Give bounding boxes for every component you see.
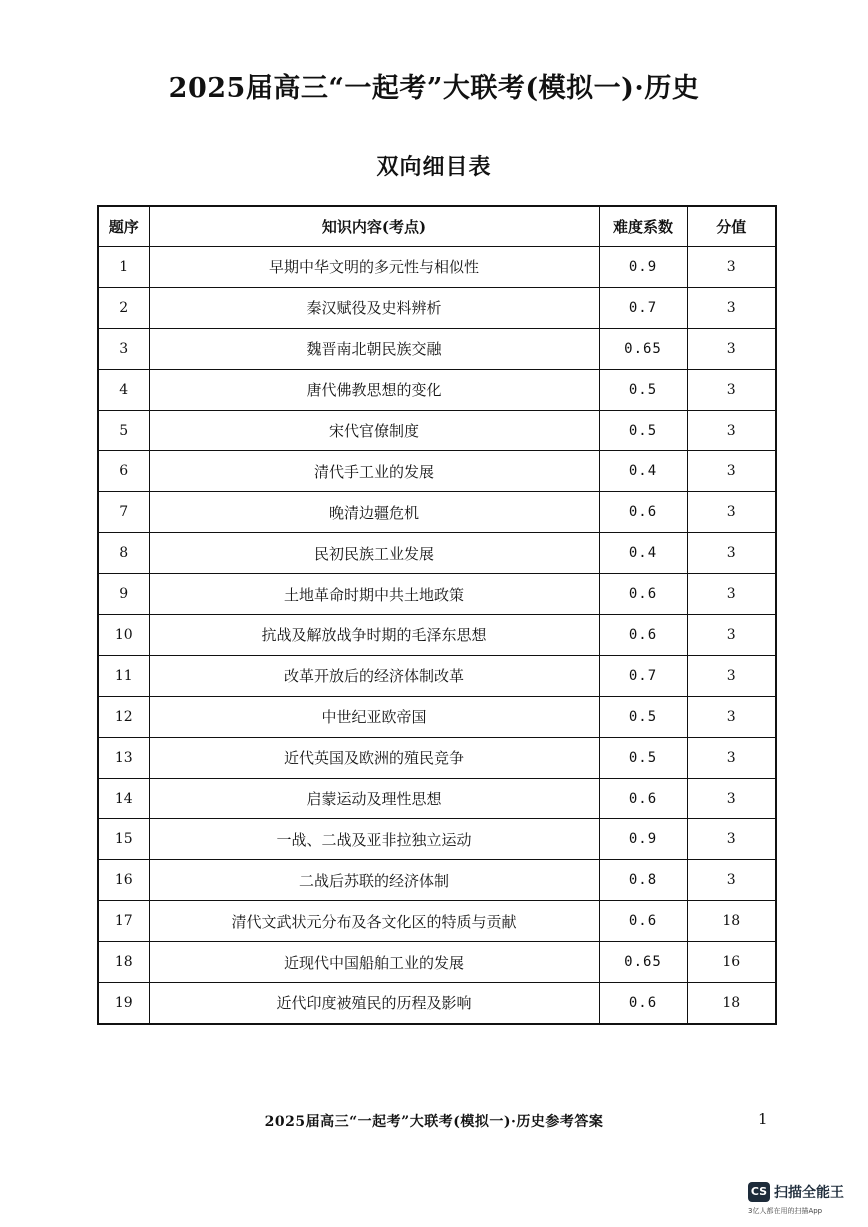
row-topic: 启蒙运动及理性思想	[149, 778, 599, 819]
row-number: 4	[98, 369, 149, 410]
table-row	[98, 655, 776, 696]
row-difficulty: 0.8	[599, 860, 687, 901]
row-topic: 中世纪亚欧帝国	[149, 696, 599, 737]
row-difficulty: 0.6	[599, 615, 687, 656]
row-score: 18	[687, 901, 776, 942]
table-row	[98, 819, 776, 860]
table-row	[98, 615, 776, 656]
table-row	[98, 287, 776, 328]
row-number: 18	[98, 942, 149, 983]
row-difficulty: 0.7	[599, 655, 687, 696]
row-topic: 清代文武状元分布及各文化区的特质与贡献	[149, 901, 599, 942]
scanner-watermark	[748, 1180, 858, 1220]
row-number: 5	[98, 410, 149, 451]
row-difficulty: 0.6	[599, 574, 687, 615]
specification-table	[97, 205, 777, 1025]
table-header-row	[98, 206, 776, 247]
row-difficulty: 0.5	[599, 737, 687, 778]
row-topic: 抗战及解放战争时期的毛泽东思想	[149, 615, 599, 656]
table-row	[98, 328, 776, 369]
row-score: 3	[687, 574, 776, 615]
table-row	[98, 696, 776, 737]
table-row	[98, 247, 776, 288]
page-number: 1	[758, 1110, 768, 1128]
table-row	[98, 410, 776, 451]
header-knowledge-content: 知识内容(考点)	[149, 206, 599, 247]
row-score: 3	[687, 410, 776, 451]
row-number: 8	[98, 533, 149, 574]
table-row	[98, 901, 776, 942]
row-number: 2	[98, 287, 149, 328]
row-difficulty: 0.5	[599, 410, 687, 451]
row-score: 16	[687, 942, 776, 983]
row-topic: 二战后苏联的经济体制	[149, 860, 599, 901]
row-topic: 土地革命时期中共土地政策	[149, 574, 599, 615]
table-row	[98, 369, 776, 410]
row-number: 9	[98, 574, 149, 615]
row-number: 3	[98, 328, 149, 369]
table-row	[98, 778, 776, 819]
row-difficulty: 0.9	[599, 247, 687, 288]
row-topic: 早期中华文明的多元性与相似性	[149, 247, 599, 288]
row-number: 12	[98, 696, 149, 737]
row-score: 3	[687, 328, 776, 369]
row-number: 17	[98, 901, 149, 942]
table-row	[98, 533, 776, 574]
row-difficulty: 0.65	[599, 328, 687, 369]
row-difficulty: 0.4	[599, 451, 687, 492]
header-score: 分值	[687, 206, 776, 247]
row-topic: 清代手工业的发展	[149, 451, 599, 492]
row-topic: 近代英国及欧洲的殖民竞争	[149, 737, 599, 778]
row-topic: 近代印度被殖民的历程及影响	[149, 983, 599, 1024]
row-difficulty: 0.5	[599, 696, 687, 737]
row-score: 3	[687, 819, 776, 860]
row-difficulty: 0.6	[599, 778, 687, 819]
row-score: 3	[687, 492, 776, 533]
row-topic: 近现代中国船舶工业的发展	[149, 942, 599, 983]
row-number: 11	[98, 655, 149, 696]
row-difficulty: 0.5	[599, 369, 687, 410]
row-difficulty: 0.4	[599, 533, 687, 574]
row-difficulty: 0.9	[599, 819, 687, 860]
row-topic: 民初民族工业发展	[149, 533, 599, 574]
table-row	[98, 737, 776, 778]
table-row	[98, 574, 776, 615]
row-number: 7	[98, 492, 149, 533]
row-score: 3	[687, 287, 776, 328]
row-topic: 魏晋南北朝民族交融	[149, 328, 599, 369]
row-score: 3	[687, 655, 776, 696]
row-topic: 改革开放后的经济体制改革	[149, 655, 599, 696]
row-number: 15	[98, 819, 149, 860]
table-row	[98, 451, 776, 492]
row-number: 6	[98, 451, 149, 492]
row-score: 3	[687, 451, 776, 492]
row-number: 13	[98, 737, 149, 778]
row-difficulty: 0.6	[599, 492, 687, 533]
row-number: 19	[98, 983, 149, 1024]
row-score: 3	[687, 533, 776, 574]
table-row	[98, 983, 776, 1024]
row-score: 3	[687, 778, 776, 819]
row-number: 1	[98, 247, 149, 288]
document-title: 2025届高三“一起考”大联考(模拟一)·历史	[168, 73, 700, 104]
row-difficulty: 0.7	[599, 287, 687, 328]
row-topic: 秦汉赋役及史料辨析	[149, 287, 599, 328]
row-difficulty: 0.65	[599, 942, 687, 983]
camscanner-logo-icon: CS	[748, 1182, 770, 1202]
row-score: 3	[687, 696, 776, 737]
row-number: 14	[98, 778, 149, 819]
row-difficulty: 0.6	[599, 983, 687, 1024]
table-row	[98, 860, 776, 901]
document-subtitle: 双向细目表	[376, 154, 492, 180]
row-topic: 宋代官僚制度	[149, 410, 599, 451]
watermark-tagline: 3亿人都在用的扫描App	[748, 1207, 823, 1215]
header-difficulty: 难度系数	[599, 206, 687, 247]
row-score: 3	[687, 247, 776, 288]
row-topic: 唐代佛教思想的变化	[149, 369, 599, 410]
row-score: 18	[687, 983, 776, 1024]
watermark-name: 扫描全能王	[774, 1185, 844, 1201]
row-topic: 晚清边疆危机	[149, 492, 599, 533]
header-question-number: 题序	[98, 206, 149, 247]
row-score: 3	[687, 615, 776, 656]
row-score: 3	[687, 860, 776, 901]
page-footer: 2025届高三“一起考”大联考(模拟一)·历史参考答案	[264, 1114, 604, 1130]
row-topic: 一战、二战及亚非拉独立运动	[149, 819, 599, 860]
row-number: 16	[98, 860, 149, 901]
row-number: 10	[98, 615, 149, 656]
row-score: 3	[687, 737, 776, 778]
table-row	[98, 942, 776, 983]
row-difficulty: 0.6	[599, 901, 687, 942]
table-row	[98, 492, 776, 533]
row-score: 3	[687, 369, 776, 410]
